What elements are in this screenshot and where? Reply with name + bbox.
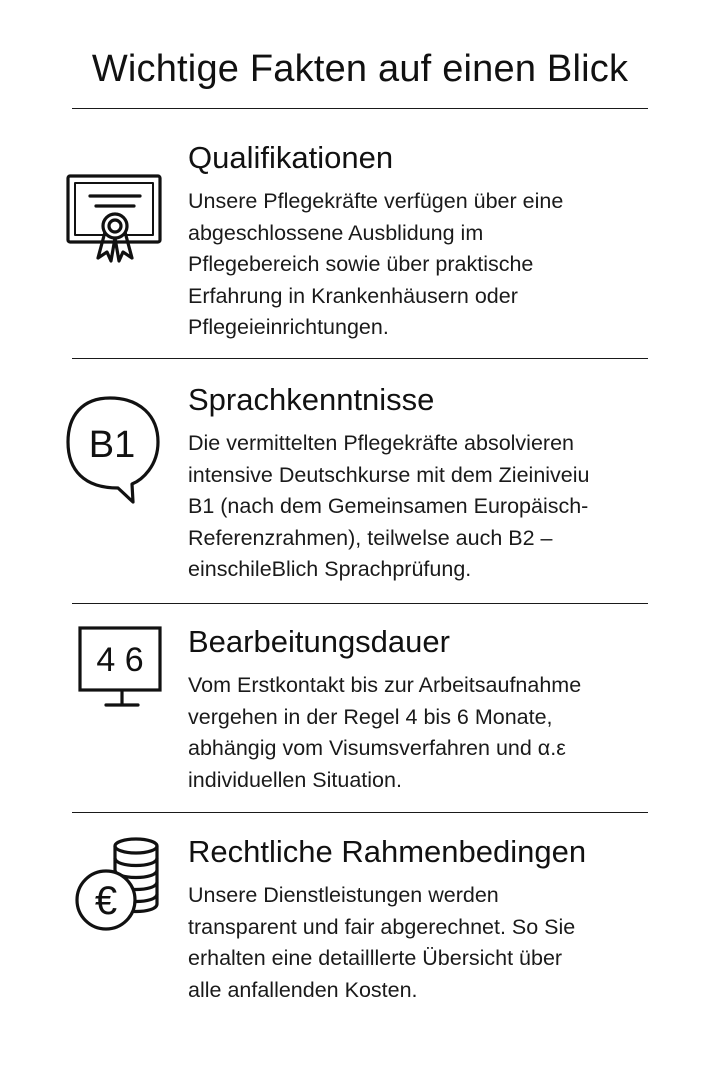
- text-line: B1 (nach dem Gemeinsamen Europäisch-: [188, 494, 589, 518]
- text-line: Vom Erstkontakt bis zur Arbeitsaufnahme: [188, 673, 582, 697]
- text-line: abhängig vom Visumsverfahren und α.ε: [188, 736, 566, 760]
- certificate-icon: [60, 162, 176, 278]
- euro-coins-icon: [60, 832, 176, 948]
- icon-label: 4 6: [96, 641, 144, 679]
- text-line: Unsere Dienstleistungen werden: [188, 883, 499, 907]
- section-text: [188, 186, 658, 344]
- icon-label: B1: [88, 424, 136, 466]
- text-line: vergehen in der Regel 4 bis 6 Monate,: [188, 704, 553, 729]
- section-text: [188, 670, 658, 796]
- text-line: individuellen Situation.: [188, 767, 402, 792]
- divider: [72, 812, 648, 813]
- text-line: intensive Deutschkurse mit dem Zieiniveiu: [188, 462, 590, 487]
- divider: [72, 603, 648, 604]
- divider: [72, 358, 648, 359]
- page-title: Wichtige Fakten auf einen Blick: [91, 48, 629, 90]
- section-text: [188, 880, 658, 1006]
- text-line: Die vermittelten Pflegekräfte absolvieren: [188, 431, 574, 455]
- text-line: Pflegeieinrichtungen.: [188, 315, 389, 339]
- monitor-icon: [60, 626, 176, 742]
- text-line: Unsere Pflegekräfte verfügen über eine: [188, 189, 564, 213]
- section-heading: Qualifikationen: [188, 140, 394, 175]
- text-line: Pflegebereich sowie über praktische: [188, 252, 534, 276]
- section-heading: Sprachkenntnisse: [188, 382, 435, 417]
- icon-label: €: [94, 879, 118, 923]
- divider: [72, 108, 648, 109]
- section-heading: Bearbeitungsdauer: [188, 624, 450, 659]
- text-line: erhalten eine detailllerte Übersicht über: [188, 946, 563, 970]
- text-line: Referenzrahmen), teilwelse auch B2 –: [188, 525, 553, 550]
- speech-bubble-icon: [60, 390, 176, 506]
- text-line: Erfahrung in Krankenhäusern oder: [188, 283, 518, 308]
- text-line: alle anfallenden Kosten.: [188, 977, 418, 1002]
- text-line: transparent und fair abgerechnet. So Sie: [188, 914, 576, 939]
- section-heading: Rechtliche Rahmenbedingen: [188, 834, 587, 869]
- text-line: einschileBlich Sprachprüfung.: [188, 557, 472, 581]
- text-line: abgeschlossene Ausblidung im: [188, 220, 484, 245]
- section-text: [188, 428, 658, 586]
